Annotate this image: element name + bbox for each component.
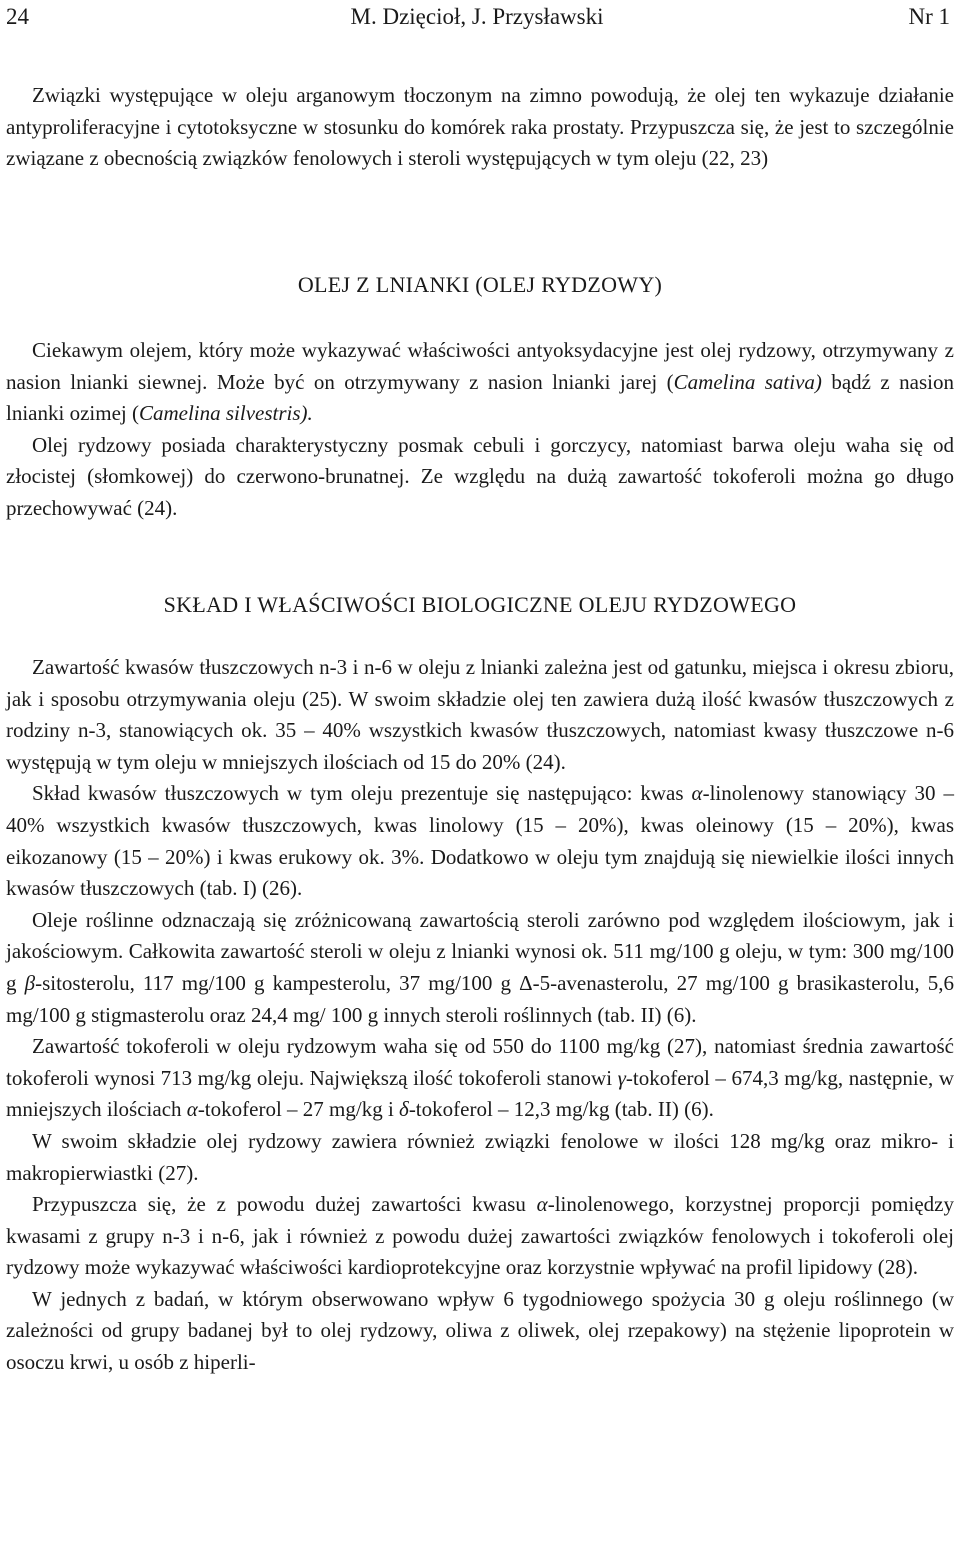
- section1-paragraph-1: Ciekawym olejem, który może wykazywać właściwości antyoksydacyjne jest olej rydzowy, otrzymywany z nasion lnianki siewnej. Może być on otrzymywany z nasion lnianki jarej (Camelina sativa) bądź z nasion lnianki ozimej (Camelina silvestris).: [6, 338, 954, 426]
- page-number: 24: [6, 4, 29, 29]
- species-camelina-silvestris: Camelina silvestris).: [138, 401, 313, 426]
- section2-paragraph-2: Skład kwasów tłuszczowych w tym oleju prezentuje się następująco: kwas α-linolenowy stanowiący 30 – 40% wszystkich kwasów tłuszczowych, kwas linolowy (15 – 20%), kwas oleinowy (15 – 20%), kwas eikozanowy (15 – 20%) i kwas erukowy ok. 3%. Dodatkowo w oleju tym znajdują się niewielkie ilości innych kwasów tłuszczowych (tab. I) (26).: [6, 781, 954, 901]
- section-heading-sklad: SKŁAD I WŁAŚCIWOŚCI BIOLOGICZNE OLEJU RYDZOWEGO: [163, 592, 797, 617]
- section2-paragraph-1: Zawartość kwasów tłuszczowych n-3 i n-6 w oleju z lnianki zależna jest od gatunku, miejsca i okresu zbioru, jak i sposobu otrzymywania oleju (25). W swoim składzie olej ten zawiera dużą ilość kwasów tłuszczowych z rodziny n-3, stanowiących ok. 35 – 40% wszystkich kwasów tłuszczowych, natomiast kwasy tłuszczowe n-6 występują w tym oleju w mniejszych ilościach od 15 do 20% (24).: [6, 655, 954, 774]
- section1-block: [6, 335, 954, 525]
- section2-block: [6, 652, 954, 1379]
- section1-paragraph-2: Olej rydzowy posiada charakterystyczny posmak cebuli i gorczycy, natomiast barwa oleju waha się od złocistej (słomkowej) do czerwono-brunatnej. Ze względu na dużą zawartość tokoferoli można go długo przechowywać (24).: [6, 432, 954, 520]
- issue-number: Nr 1: [908, 4, 950, 29]
- running-header: [0, 2, 954, 32]
- section2-paragraph-7: W jednych z badań, w którym obserwowano wpływ 6 tygodniowego spożycia 30 g oleju roślinnego (w zależności od grupy badanej był to olej rydzowy, oliwa z oliwek, olej rzepakowy) na stężenie lipoprotein w osoczu krwi, u osób z hiperli-: [6, 1286, 954, 1375]
- section2-paragraph-4: Zawartość tokoferoli w oleju rydzowym waha się od 550 do 1100 mg/kg (27), natomiast średnia zawartość tokoferoli wynosi 713 mg/kg oleju. Największą ilość tokoferoli stanowi γ-tokoferol – 674,3 mg/kg, następnie, w mniejszych ilościach α-tokoferol – 27 mg/kg i δ-tokoferol – 12,3 mg/kg (tab. II) (6).: [6, 1034, 954, 1122]
- intro-paragraph: Związki występujące w oleju arganowym tłoczonym na zimno powodują, że olej ten wykazuje działanie antyproliferacyjne i cytotoksyczne w stosunku do komórek raka prostaty. Przypuszcza się, że jest to szczególnie związane z obecnością związków fenolowych i steroli występujących w tym oleju (22, 23): [6, 83, 954, 171]
- running-authors: M. Dzięcioł, J. Przysławski: [350, 4, 604, 29]
- species-camelina-sativa: Camelina sativa): [673, 369, 822, 394]
- section2-paragraph-3: Oleje roślinne odznaczają się zróżnicowaną zawartością steroli zarówno pod względem ilościowym, jak i jakościowym. Całkowita zawartość steroli w oleju z lnianki wynosi ok. 511 mg/100 g oleju, w tym: 300 mg/100 g β-sitosterolu, 117 mg/100 g kampesterolu, 37 mg/100 g Δ-5-avenasterolu, 27 mg/100 g brasikasterolu, 5,6 mg/100 g stigmasterolu oraz 24,4 mg/ 100 g innych steroli roślinnych (tab. II) (6).: [6, 907, 954, 1027]
- section-heading-olej-z-lnianki: OLEJ Z LNIANKI (OLEJ RYDZOWY): [297, 272, 663, 297]
- section2-paragraph-6: Przypuszcza się, że z powodu dużej zawartości kwasu α-linolenowego, korzystnej proporcji pomiędzy kwasami z grupy n-3 i n-6, jak i również z powodu dużej zawartości związków fenolowych i tokoferoli olej rydzowy może wykazywać właściwości kardioprotekcyjne oraz korzystnie wpływać na profil lipidowy (28).: [6, 1192, 954, 1280]
- section2-paragraph-5: W swoim składzie olej rydzowy zawiera również związki fenolowe w ilości 128 mg/kg oraz mikro- i makropierwiastki (27).: [6, 1128, 954, 1185]
- intro-block: [6, 80, 954, 175]
